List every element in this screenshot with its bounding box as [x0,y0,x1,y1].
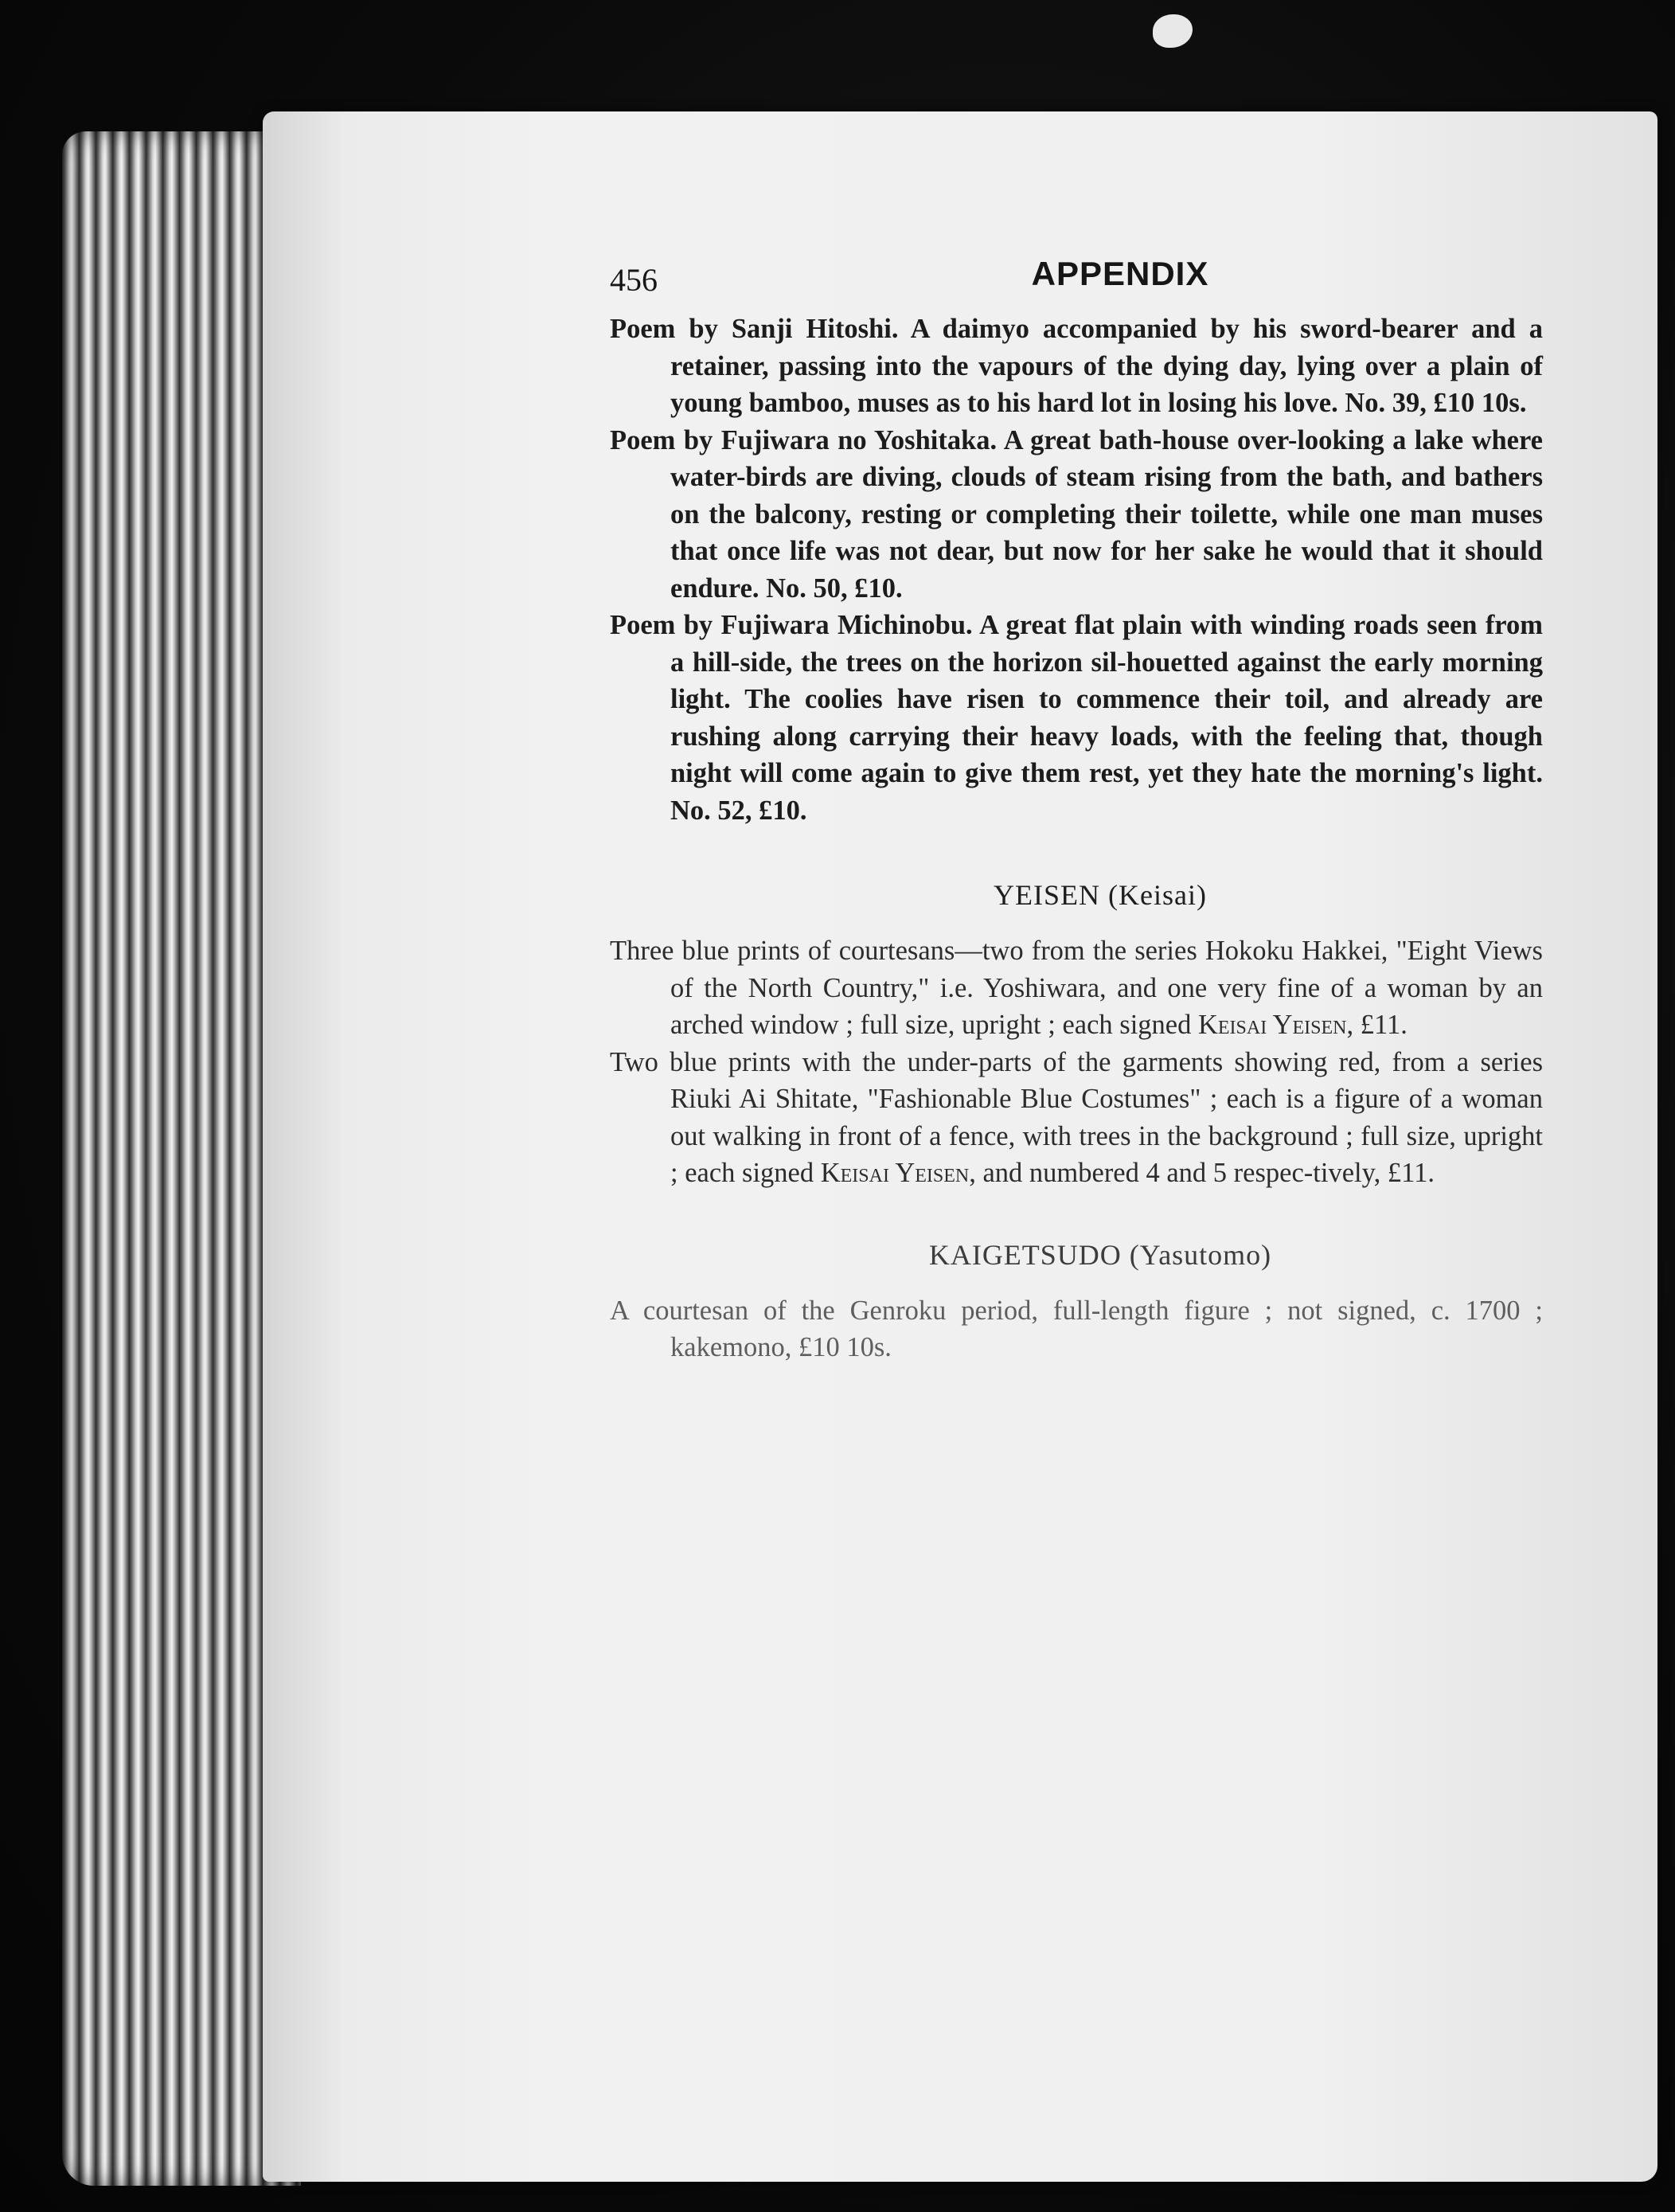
catalog-entry [610,932,1543,1044]
section-heading: KAIGETSUDO (Yasutomo) [928,1238,1272,1271]
artist-signature: Keisai Yeisen [1197,1010,1347,1040]
section-heading: YEISEN (Keisai) [994,879,1207,911]
entry-text: Three blue prints of courtesans—two from the series Hokoku Hakkei, "Eight Views of the North Country," i.e. Yoshiwara, and one very fine of a woman by an arched window ; full size, upright ; each signed [610,936,1543,1040]
artist-signature: Keisai Yeisen [820,1158,970,1188]
catalog-entry: A courtesan of the Genroku period, full-length figure ; not signed, c. 1700 ; kakemono, £10 10s. [610,1295,1543,1362]
page-number: 456 [610,262,658,298]
book-page [263,111,1657,2182]
catalog-entry: Poem by Fujiwara Michinobu. A great flat plain with winding roads seen from a hill-side, the trees on the horizon sil-houetted against the early morning light. The coolies have risen to commence their toil, and already are rushing along carrying their heavy loads, with the feeling that, though night will come again to give them rest, yet they hate the morning's light. No. 52, £10. [610,610,1543,826]
catalog-entry: Poem by Fujiwara no Yoshitaka. A great bath-house over-looking a lake where water-birds are diving, clouds of steam rising from the bath, and bathers on the balcony, resting or completing their toilette, while one man muses that once life was not dear, but now for her sake he would that it should endure. No. 50, £10. [610,424,1543,604]
dust-speck [1153,14,1193,48]
entry-text: Two blue prints with the under-parts of the garments showing red, from a series Riuki Ai Shitate, "Fashionable Blue Costumes" ; each is a figure of a woman out walking in front of a fence, with trees in the background ; full size, upright ; each signed [610,1046,1543,1188]
running-head [610,247,1543,311]
running-title: APPENDIX [1031,255,1209,292]
catalog-entry: Poem by Sanji Hitoshi. A daimyo accompanied by his sword-bearer and a retainer, passing into the vapours of the dying day, lying over a plain of young bamboo, muses as to his hard lot in losing his love. No. 39, £10 10s. [610,314,1543,418]
page-text-block [610,247,1543,1366]
catalog-entry [610,1044,1543,1192]
entry-text: , £11. [1346,1010,1408,1040]
entry-text: , and numbered 4 and 5 respec-tively, £11. [969,1158,1435,1188]
